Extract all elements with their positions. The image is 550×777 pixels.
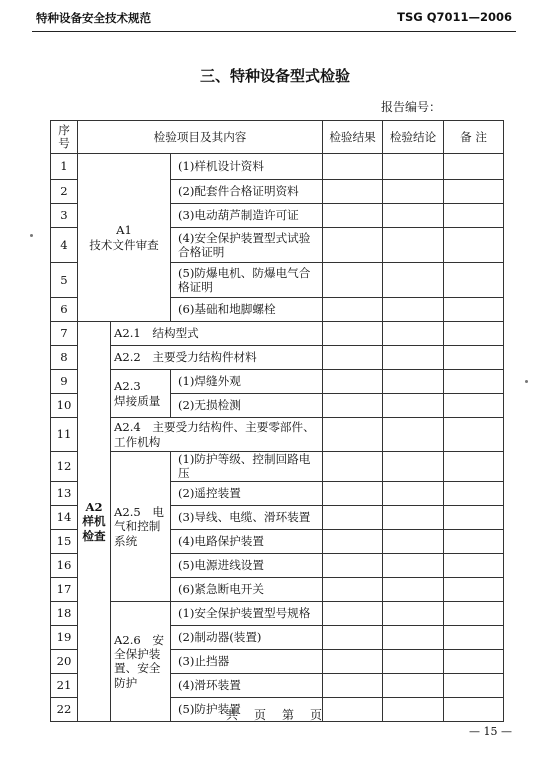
result-cell[interactable] [323,228,383,263]
item-text: (4)滑环装置 [171,673,323,697]
item-text: (2)配套件合格证明资料 [171,180,323,204]
remark-cell[interactable] [444,577,504,601]
result-cell[interactable] [323,346,383,370]
conclusion-cell[interactable] [383,577,444,601]
header-seq: 序号 [51,121,78,154]
result-cell[interactable] [323,481,383,505]
header-result: 检验结果 [323,121,383,154]
remark-cell[interactable] [444,529,504,553]
running-header-code: TSG Q7011—2006 [397,10,512,24]
header-conclusion: 检验结论 [383,121,444,154]
item-text: (3)止挡器 [171,649,323,673]
result-cell[interactable] [323,394,383,418]
item-text: (1)安全保护装置型号规格 [171,601,323,625]
result-cell[interactable] [323,529,383,553]
remark-cell[interactable] [444,370,504,394]
result-cell[interactable] [323,322,383,346]
row-number: 13 [51,481,78,505]
item-text: (6)紧急断电开关 [171,577,323,601]
remark-cell[interactable] [444,649,504,673]
item-text: (4)安全保护装置型式试验合格证明 [171,228,323,263]
result-cell[interactable] [323,625,383,649]
section-a26-label: A2.6 安全保护装置、安全防护 [111,601,171,721]
row-number: 19 [51,625,78,649]
section-a24: A2.4 主要受力结构件、主要零部件、工作机构 [111,418,323,452]
remark-cell[interactable] [444,625,504,649]
remark-cell[interactable] [444,601,504,625]
remark-cell[interactable] [444,180,504,204]
item-text: (6)基础和地脚螺栓 [171,298,323,322]
conclusion-cell[interactable] [383,452,444,482]
row-number: 22 [51,697,78,721]
conclusion-cell[interactable] [383,553,444,577]
conclusion-cell[interactable] [383,649,444,673]
conclusion-cell[interactable] [383,322,444,346]
remark-cell[interactable] [444,263,504,298]
item-text: (3)电动葫芦制造许可证 [171,204,323,228]
table-row [51,154,504,180]
remark-cell[interactable] [444,154,504,180]
page-count-footer: 共 页 第 页 [225,708,324,722]
item-text: (1)焊缝外观 [171,370,323,394]
item-text: (2)无损检测 [171,394,323,418]
row-number: 21 [51,673,78,697]
row-number: 10 [51,394,78,418]
conclusion-cell[interactable] [383,346,444,370]
row-number: 17 [51,577,78,601]
conclusion-cell[interactable] [383,204,444,228]
row-number: 9 [51,370,78,394]
remark-cell[interactable] [444,394,504,418]
item-text: (1)防护等级、控制回路电压 [171,452,323,482]
result-cell[interactable] [323,370,383,394]
conclusion-cell[interactable] [383,673,444,697]
section-a22: A2.2 主要受力结构件材料 [111,346,323,370]
remark-cell[interactable] [444,481,504,505]
result-cell[interactable] [323,263,383,298]
table-row [51,418,504,452]
header-remark: 备 注 [444,121,504,154]
result-cell[interactable] [323,204,383,228]
item-text: (1)样机设计资料 [171,154,323,180]
result-cell[interactable] [323,553,383,577]
row-number: 20 [51,649,78,673]
row-number: 14 [51,505,78,529]
row-number: 12 [51,452,78,482]
table-row [51,322,504,346]
remark-cell[interactable] [444,553,504,577]
row-number: 7 [51,322,78,346]
remark-cell[interactable] [444,322,504,346]
item-text: (5)电源进线设置 [171,553,323,577]
result-cell[interactable] [323,418,383,452]
item-text: (2)制动器(装置) [171,625,323,649]
item-text: (5)防爆电机、防爆电气合格证明 [171,263,323,298]
report-number-label: 报告编号： [381,100,442,114]
conclusion-cell[interactable] [383,370,444,394]
item-text: (2)遥控装置 [171,481,323,505]
scan-speck [525,380,528,383]
result-cell[interactable] [323,154,383,180]
section-a21: A2.1 结构型式 [111,322,323,346]
result-cell[interactable] [323,673,383,697]
row-number: 3 [51,204,78,228]
page-title: 三、特种设备型式检验 [199,67,350,85]
remark-cell[interactable] [444,452,504,482]
conclusion-cell[interactable] [383,418,444,452]
header-rule [32,31,516,32]
a2-group-label: A2 样机 检查 [78,322,111,722]
item-text: (3)导线、电缆、滑环装置 [171,505,323,529]
conclusion-cell[interactable] [383,154,444,180]
table-header-row [51,121,504,154]
item-text: (4)电路保护装置 [171,529,323,553]
result-cell[interactable] [323,577,383,601]
result-cell[interactable] [323,298,383,322]
remark-cell[interactable] [444,418,504,452]
row-number: 18 [51,601,78,625]
conclusion-cell[interactable] [383,180,444,204]
inspection-table [50,120,504,722]
conclusion-cell[interactable] [383,601,444,625]
section-a25-label: A2.5 电气和控制系统 [111,452,171,602]
remark-cell[interactable] [444,673,504,697]
running-header-title: 特种设备安全技术规范 [36,11,151,25]
conclusion-cell[interactable] [383,625,444,649]
conclusion-cell[interactable] [383,394,444,418]
table-row [51,346,504,370]
remark-cell[interactable] [444,298,504,322]
row-number: 4 [51,228,78,263]
row-number: 2 [51,180,78,204]
result-cell[interactable] [323,180,383,204]
scan-speck [30,234,33,237]
row-number: 6 [51,298,78,322]
remark-cell[interactable] [444,228,504,263]
conclusion-cell[interactable] [383,228,444,263]
result-cell[interactable] [323,452,383,482]
conclusion-cell[interactable] [383,529,444,553]
result-cell[interactable] [323,505,383,529]
conclusion-cell[interactable] [383,481,444,505]
row-number: 8 [51,346,78,370]
row-number: 11 [51,418,78,452]
header-item: 检验项目及其内容 [78,121,323,154]
table-row [51,452,504,482]
conclusion-cell[interactable] [383,505,444,529]
item-text: (5)防护装置 [171,697,323,721]
table-row [51,370,504,394]
row-number: 16 [51,553,78,577]
conclusion-cell[interactable] [383,263,444,298]
row-number: 15 [51,529,78,553]
page-number: — 15 — [469,725,512,738]
result-cell[interactable] [323,649,383,673]
a1-group-label: A1 技术文件审查 [78,154,171,322]
remark-cell[interactable] [444,346,504,370]
table-row [51,601,504,625]
row-number: 5 [51,263,78,298]
conclusion-cell[interactable] [383,298,444,322]
result-cell[interactable] [323,601,383,625]
row-number: 1 [51,154,78,180]
section-a23-label: A2.3 焊接质量 [111,370,171,418]
remark-cell[interactable] [444,505,504,529]
remark-cell[interactable] [444,204,504,228]
